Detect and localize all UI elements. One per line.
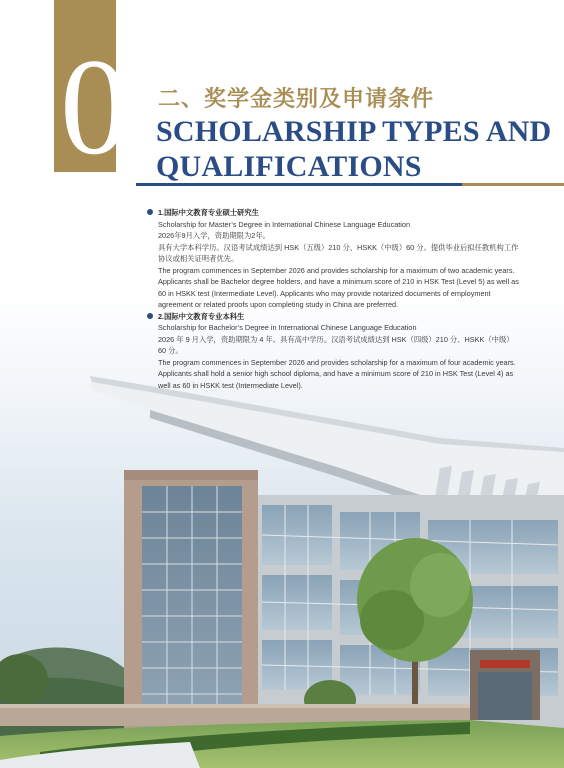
item-en-text: The program commences in September 2026 and provides scholarship for a maximum of four academic years. Applicants shall hold a senior high school diploma, and have a minimum score of 210 in HSK Test (Level 4) as well as 60 in HSKK test (Intermediate Level). (158, 357, 516, 390)
section-number: 03 (60, 30, 186, 183)
title-rule-gold (462, 183, 564, 186)
title-rule-blue (136, 183, 462, 186)
item-title-text: 2.国际中文教育专业本科生 (158, 311, 245, 321)
scholarship-item (158, 311, 520, 392)
item-title (158, 207, 520, 219)
bullet-icon (147, 313, 153, 319)
scholarship-list (158, 207, 520, 391)
scholarship-item (158, 207, 520, 311)
item-cn-line: 2026年9月入学，资助期限为2年。 (158, 231, 270, 240)
item-name-en: Scholarship for Bachelor’s Degree in International Chinese Language Education (158, 323, 417, 332)
item-title-text: 1.国际中文教育专业硕士研究生 (158, 208, 259, 217)
item-name-en: Scholarship for Master’s Degree in International Chinese Language Education (158, 219, 411, 229)
item-title (158, 311, 520, 323)
item-en-text: The program commences in September 2026 and provides scholarship for a maximum of two academic years. Applicants shall be Bachelor degree holders, and have a minimum score of 210 in HSK Test (Level 5) as well as 60 in HSKK test (Intermediate Level). Applicants who may provide notarized documents of employment agreement or related proofs upon completing study in China are preferred. (158, 265, 519, 309)
section-title-en: SCHOLARSHIP TYPES AND QUALIFICATIONS (156, 115, 552, 183)
item-cn-line: 具有大学本科学历。汉语考试成绩达到 HSK（五级）210 分、HSKK（中级）60 分。提供毕业后拟任教机构工作协议或相关证明者优先。 (158, 242, 519, 263)
item-cn-line: 2026 年 9 月入学，资助期限为 4 年。具有高中学历。汉语考试成绩达到 HSK（四级）210 分、HSKK（中级）60 分。 (158, 334, 514, 355)
bullet-icon (147, 209, 153, 215)
section-title-cn: 二、奖学金类别及申请条件 (158, 86, 435, 112)
